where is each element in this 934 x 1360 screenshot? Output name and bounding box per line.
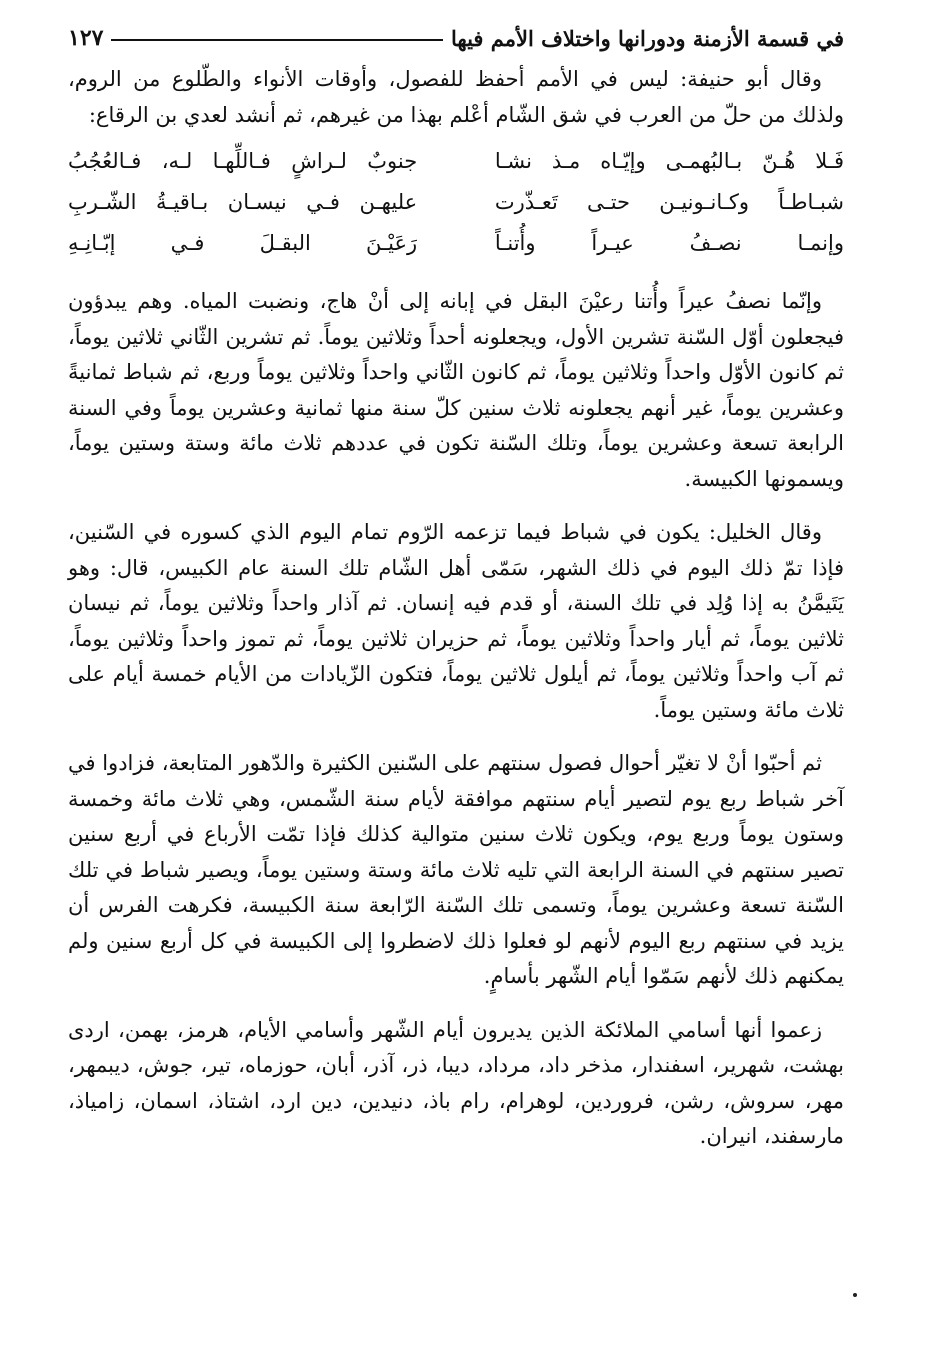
verse-second-hemistich: عليهـن فـي نيسـان بـاقيـةُ الشّـربِ	[68, 190, 418, 214]
poem-verse	[68, 223, 844, 264]
poem-verse	[68, 141, 844, 182]
book-page	[68, 18, 844, 1340]
verse-second-hemistich: رَعَيْـنَ البقـلَ فـي إبّـانِـهِ	[68, 231, 418, 255]
running-title: في قسمة الأزمنة ودورانها واختلاف الأمم فيها	[451, 25, 844, 51]
paragraph-angel-names: زعموا أنها أسامي الملائكة الذين يديرون أيام الشّهر وأسامي الأيام، هرمز، بهمن، اردى بهشت، شهرير، اسفندار، مذخر داد، مرداد، ديبا، ذر، آذر، أبان، حوزماه، تير، جوش، ديبمهر، مهر، سروش، رشن، فروردين، لوهرام، رام باذ، دنيدين، دين ارد، اشتاذ، اسمان، زامياذ، مارسفند، انيران.	[68, 1017, 844, 1148]
verse-first-hemistich: شبـاطـاً وكـانـونيـن حتـى تَعـذّرت	[494, 190, 844, 214]
paragraph-abu-hanifa: وقال أبو حنيفة: ليس في الأمم أحفظ للفصول، وأوقات الأنواء والطّلوع من الروم، ولذلك من حلّ من العرب في شق الشّام أعْلم بهذا من غيرهم، ثم أنشد لعدي بن الرقاع:	[68, 67, 844, 127]
poem-verse	[68, 182, 844, 223]
end-mark	[853, 1293, 857, 1297]
header-rule	[111, 39, 443, 41]
paragraph-leap-year: ثم أحبّوا أنْ لا تغيّر أحوال فصول سنتهم على السّنين الكثيرة والدّهور المتابعة، فزادوا في آخر شباط ربع يوم لتصير أيام سنتهم موافقة لأيام سنة الشّمس، وهي ثلاث مائة وخمسة وستون يوماً وربع يوم، ويكون ثلاث سنين متوالية كذلك فإذا تمّت الأرباع في أربع سنين تصير سنتهم في السنة الرابعة التي تليه ثلاث مائة وستة وستين يوماً، ويصير شباط في تلك السّنة تسعة وعشرين يوماً، وتسمى تلك السّنة الرّابعة سنة الكبيسة، فكرهت الفرس أن يزيد في سنتهم ربع اليوم لأنهم لو فعلوا ذلك لاضطروا إلى الكبيسة في كل أربع سنين ولم يمكنهم ذلك لأنهم سَمّوا أيام الشّهر بأسامٍ.	[68, 751, 844, 988]
verse-second-hemistich: جنوبٌ لـراشٍ فـاللِّهـا لـه، فـالعُجُبُ	[68, 149, 418, 173]
page-header	[68, 18, 844, 58]
paragraph-roman-months: وإنّما نصفُ عيراً وأُتنا رعيْنَ البقل في إبانه إلى أنْ هاج، ونضبت المياه. وهم يبدؤون فيجعلون أوّل السّنة تشرين الأول، ويجعلونه أحداً وثلاثين يوماً. ثم تشرين الثّاني ثلاثين يوماً، ثم كانون الأوّل واحداً وثلاثين يوماً، ثم كانون الثّاني واحداً وثلاثين يوماً وربع، ثم شباط ثمانيةً وعشرين يوماً، غير أنهم يجعلونه ثلاث سنين كلّ سنة منها ثمانية وعشرين يوماً وفي السنة الرابعة تسعة وعشرين يوماً، وتلك السّنة تكون في عددهم ثلاث مائة وستة وستين يوماً، ويسمونها الكبيسة.	[68, 289, 844, 491]
paragraph-khalil: وقال الخليل: يكون في شباط فيما تزعمه الرّوم تمام اليوم الذي كسوره في السّنين، فإذا تمّ ذلك اليوم في ذلك الشهر، سَمّى أهل الشّام تلك السنة عام الكبيس، قال: وهو يَتَيمَّنُ به إذا وُلِد في تلك السنة، أو قدم فيه إنسان. ثم آذار واحداً وثلاثين يوماً، ثم نيسان ثلاثين يوماً، ثم أيار واحداً وثلاثين يوماً، ثم حزيران ثلاثين يوماً، ثم تموز واحداً وثلاثين يوماً، ثم آب واحداً وثلاثين يوماً، ثم أيلول ثلاثين يوماً، فتكون الزّيادات من الأيام خمسة أيام على ثلاث مائة وستين يوماً.	[68, 520, 844, 722]
page-number: ١٢٧	[68, 25, 104, 51]
verse-first-hemistich: فَـلا هُـنّ بـالبُهمـى وإيّـاه مـذ نشـا	[494, 149, 844, 173]
verse-first-hemistich: وإنمـا نصـفُ عيـراً وأُتنـاً	[494, 231, 844, 255]
poem	[68, 141, 844, 264]
